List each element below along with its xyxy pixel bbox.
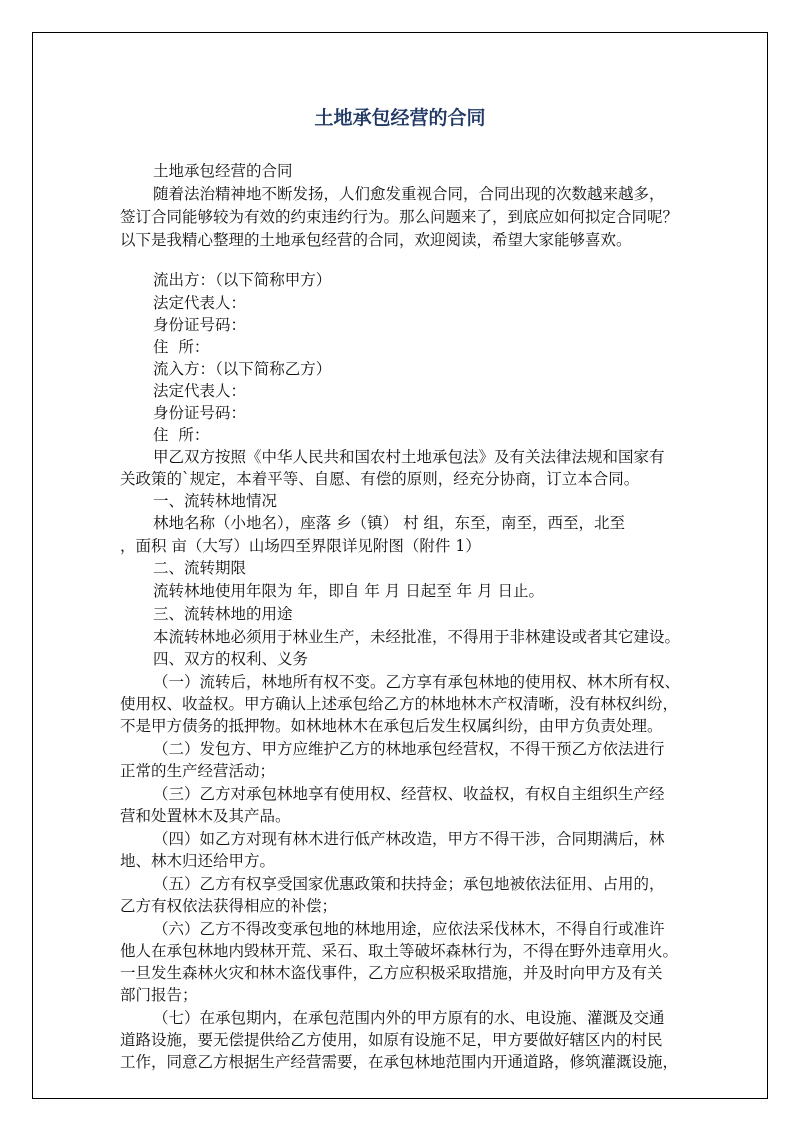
body-line: 使用权、收益权。甲方确认上述承包给乙方的林地林木产权清晰，没有林权纠纷， bbox=[120, 695, 679, 713]
body-line: （二）发包方、甲方应维护乙方的林地承包经营权，不得干预乙方依法进行 bbox=[153, 740, 665, 758]
body-line: 乙方有权依法获得相应的补偿； bbox=[120, 897, 338, 915]
body-line: 身份证号码： bbox=[153, 404, 247, 422]
body-line: 他人在承包林地内毁林开荒、采石、取土等破坏森林行为，不得在野外违章用火。 bbox=[120, 942, 679, 960]
body-line: 不是甲方债务的抵押物。如林地林木在承包后发生权属纠纷，由甲方负责处理。 bbox=[120, 717, 663, 735]
body-line: 一、流转林地情况 bbox=[153, 492, 278, 510]
body-line: 流转林地使用年限为 年，即自 年 月 日起至 年 月 日止。 bbox=[153, 582, 544, 600]
body-line: 随着法治精神地不断发扬，人们愈发重视合同，合同出现的次数越来越多， bbox=[153, 185, 665, 203]
body-line: 林地名称（小地名），座落 乡（镇） 村 组，东至，南至，西至，北至 bbox=[153, 514, 626, 532]
body-line: 工作，同意乙方根据生产经营需要，在承包林地范围内开通道路，修筑灌溉设施， bbox=[120, 1053, 679, 1071]
body-line: 流出方：（以下简称甲方） bbox=[153, 271, 332, 289]
body-line: 土地承包经营的合同 bbox=[153, 162, 293, 180]
body-line: 身份证号码： bbox=[153, 316, 247, 334]
body-line: （五）乙方有权享受国家优惠政策和扶持金；承包地被依法征用、占用的， bbox=[153, 875, 665, 893]
body-line: 关政策的`规定，本着平等、自愿、有偿的原则，经充分协商，订立本合同。 bbox=[120, 470, 640, 488]
body-line: 正常的生产经营活动； bbox=[120, 762, 276, 780]
body-line: 本流转林地必须用于林业生产，未经批准，不得用于非林建设或者其它建设。 bbox=[153, 628, 681, 646]
document-title: 土地承包经营的合同 bbox=[314, 107, 486, 129]
body-line: （四）如乙方对现有林木进行低产林改造，甲方不得干涉，合同期满后，林 bbox=[153, 830, 665, 848]
body-line: ，面积 亩（大写）山场四至界限详见附图（附件 1） bbox=[120, 537, 481, 555]
body-line: （三）乙方对承包林地享有使用权、经营权、收益权，有权自主组织生产经 bbox=[153, 785, 665, 803]
body-line: 以下是我精心整理的土地承包经营的合同，欢迎阅读，希望大家能够喜欢。 bbox=[120, 231, 632, 249]
body-line: 法定代表人： bbox=[153, 382, 247, 400]
body-line: 住 所： bbox=[153, 338, 210, 356]
body-line: 流入方：（以下简称乙方） bbox=[153, 360, 332, 378]
body-line: 部门报告； bbox=[120, 986, 198, 1004]
body-line: 地、林木归还给甲方。 bbox=[120, 852, 276, 870]
body-line: 营和处置林木及其产品。 bbox=[120, 807, 291, 825]
body-line: （一）流转后，林地所有权不变。乙方享有承包林地的使用权、林木所有权、 bbox=[153, 673, 681, 691]
body-line: （七）在承包期内，在承包范围内外的甲方原有的水、电设施、灌溉及交通 bbox=[153, 1009, 665, 1027]
body-line: 二、流转期限 bbox=[153, 559, 247, 577]
body-line: 住 所： bbox=[153, 426, 210, 444]
body-line: 四、双方的权利、义务 bbox=[153, 650, 309, 668]
body-line: 三、流转林地的用途 bbox=[153, 605, 293, 623]
body-line: 甲乙双方按照《中华人民共和国农村土地承包法》及有关法律法规和国家有 bbox=[153, 448, 665, 466]
body-line: （六）乙方不得改变承包地的林地用途，应依法采伐林木，不得自行或准许 bbox=[153, 920, 665, 938]
body-line: 一旦发生森林火灾和林木盗伐事件，乙方应积极采取措施，并及时向甲方及有关 bbox=[120, 964, 663, 982]
body-line: 道路设施，要无偿提供给乙方使用，如原有设施不足，甲方要做好辖区内的村民 bbox=[120, 1031, 663, 1049]
body-line: 法定代表人： bbox=[153, 294, 247, 312]
body-line: 签订合同能够较为有效的约束违约行为。那么问题来了，到底应如何拟定合同呢？ bbox=[120, 208, 679, 226]
